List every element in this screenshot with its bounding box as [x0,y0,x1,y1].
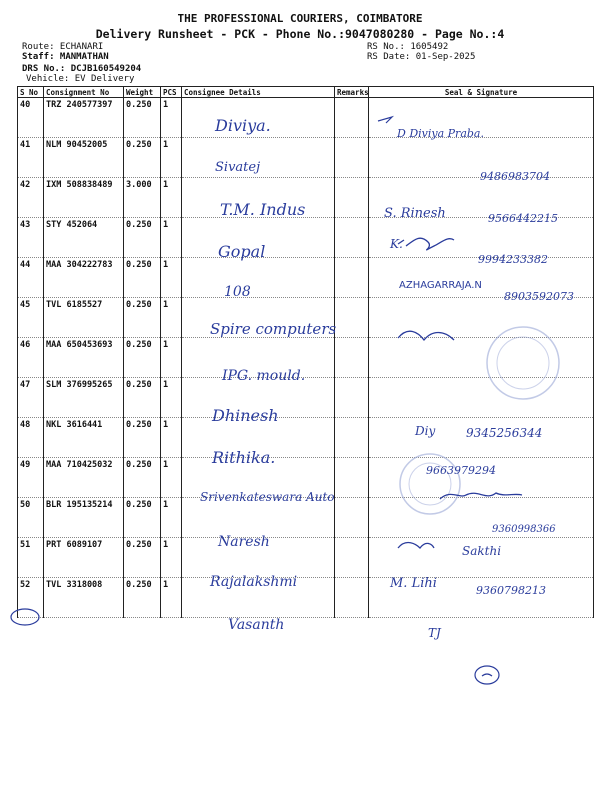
row-consignment-no: BLR 195135214 [44,498,124,538]
row-pcs: 1 [161,258,182,298]
row-pcs: 1 [161,98,182,138]
circle-mark-bottom [475,666,499,684]
company-title: THE PROFESSIONAL COURIERS, COIMBATORE [177,12,423,25]
row-weight: 0.250 [124,138,161,178]
row-pcs: 1 [161,378,182,418]
arrow-mark-40 [378,117,392,123]
col-header-remarks: Remarks [335,87,369,98]
consignee-hw-47: Dhinesh [212,406,279,425]
row-pcs: 1 [161,218,182,258]
row-weight: 0.250 [124,498,161,538]
rs-date: RS Date: 01-Sep-2025 [367,52,476,62]
phone-hw-41: 9486983704 [480,170,550,183]
row-weight: 0.250 [124,578,161,618]
signature-49 [440,493,522,499]
seal-hw-52: TJ [428,626,441,640]
row-pcs: 1 [161,138,182,178]
row-pcs: 1 [161,298,182,338]
row-sno: 42 [18,178,44,218]
vehicle-label: Vehicle: EV Delivery [26,74,135,84]
phone-hw-47: 9345256344 [466,426,543,440]
row-weight: 0.250 [124,458,161,498]
consignee-hw-50: Naresh [218,534,270,550]
row-sno: 45 [18,298,44,338]
row-pcs: 1 [161,418,182,458]
seal-hw-40: D Diviya Praba. [397,127,484,140]
row-consignment-no: STY 452064 [44,218,124,258]
row-sno: 48 [18,418,44,458]
row-consignment-no: MAA 710425032 [44,458,124,498]
consignee-hw-40: Diviya. [215,116,271,135]
consignee-hw-48: Rithika. [212,448,276,467]
route-label: Route: ECHANARI [22,42,104,52]
row-weight: 0.250 [124,538,161,578]
stamp-seal-inner [497,337,549,389]
row-pcs: 1 [161,458,182,498]
row-sno: 41 [18,138,44,178]
col-header-sno: S No [18,87,44,98]
col-header-weight: Weight [124,87,161,98]
row-pcs: 1 [161,498,182,538]
seal-hw-51: M. Lihi [390,576,437,591]
phone-hw-44: 8903592073 [504,290,574,303]
row-consignment-no: IXM 508838489 [44,178,124,218]
row-sno: 40 [18,98,44,138]
consignee-hw-52: Vasanth [228,617,285,633]
phone-hw-50: 9360998366 [492,524,556,535]
phone-hw-42: 9566442215 [488,212,558,225]
row-consignment-no: PRT 6089107 [44,538,124,578]
row-sno: 43 [18,218,44,258]
stamp-seal [487,327,559,399]
consignee-hw-42: T.M. Indus [220,200,306,219]
signature-45 [398,331,454,340]
row-consignment-no: SLM 376995265 [44,378,124,418]
row-weight: 0.250 [124,378,161,418]
runsheet-subtitle: Delivery Runsheet - PCK - Phone No.:9047080280 - Page No.:4 [95,27,505,41]
seal-hw-44: AZHAGARRAJA.N [399,280,482,291]
row-weight: 0.250 [124,298,161,338]
row-pcs: 1 [161,538,182,578]
drs-number: DRS No.: DCJB160549204 [22,64,142,74]
col-header-pcs: PCS [161,87,182,98]
phone-hw-48: 9663979294 [426,464,496,477]
seal-hw-42: S. Rinesh [384,206,446,221]
col-header-consignment: Consignment No [44,87,124,98]
signature-43 [398,238,454,250]
consignee-hw-43: Gopal [218,242,266,261]
row-pcs: 1 [161,178,182,218]
row-weight: 0.250 [124,338,161,378]
tick-mark [482,674,492,676]
row-consignment-no: TVL 6185527 [44,298,124,338]
consignee-hw-45: Spire computers [210,320,337,338]
row-sno: 47 [18,378,44,418]
row-consignment-no: MAA 304222783 [44,258,124,298]
consignee-hw-46: IPG. mould. [222,368,306,384]
staff-label: Staff: MANMATHAN [22,52,109,62]
col-header-seal: Seal & Signature [369,87,594,98]
row-sno: 51 [18,538,44,578]
row-sno: 49 [18,458,44,498]
row-pcs: 1 [161,338,182,378]
row-weight: 0.250 [124,218,161,258]
row-consignment-no: NLM 90452005 [44,138,124,178]
consignee-hw-41: Sivatej [215,160,261,175]
row-consignment-no: TVL 3318008 [44,578,124,618]
row-weight: 3.000 [124,178,161,218]
rs-number: RS No.: 1605492 [367,42,449,52]
row-consignment-no: MAA 650453693 [44,338,124,378]
consignee-hw-44: 108 [224,284,251,300]
row-weight: 0.250 [124,258,161,298]
seal-hw-47: Diy [415,424,436,438]
row-sno: 44 [18,258,44,298]
signature-50 [398,543,434,548]
seal-hw-43: K. [390,237,403,251]
phone-hw-43: 9994233382 [478,253,548,266]
consignee-hw-51: Rajalakshmi [210,574,298,590]
phone-hw-51: 9360798213 [476,584,546,597]
col-header-consignee: Consignee Details [182,87,335,98]
row-sno: 50 [18,498,44,538]
row-weight: 0.250 [124,418,161,458]
row-sno: 52 [18,578,44,618]
seal-hw-50: Sakthi [462,544,502,558]
row-consignment-no: TRZ 240577397 [44,98,124,138]
row-sno: 46 [18,338,44,378]
row-consignment-no: NKL 3616441 [44,418,124,458]
row-weight: 0.250 [124,98,161,138]
consignee-hw-49: Srivenkateswara Auto [200,490,335,504]
circle-mark-52 [11,609,39,625]
row-pcs: 1 [161,578,182,618]
